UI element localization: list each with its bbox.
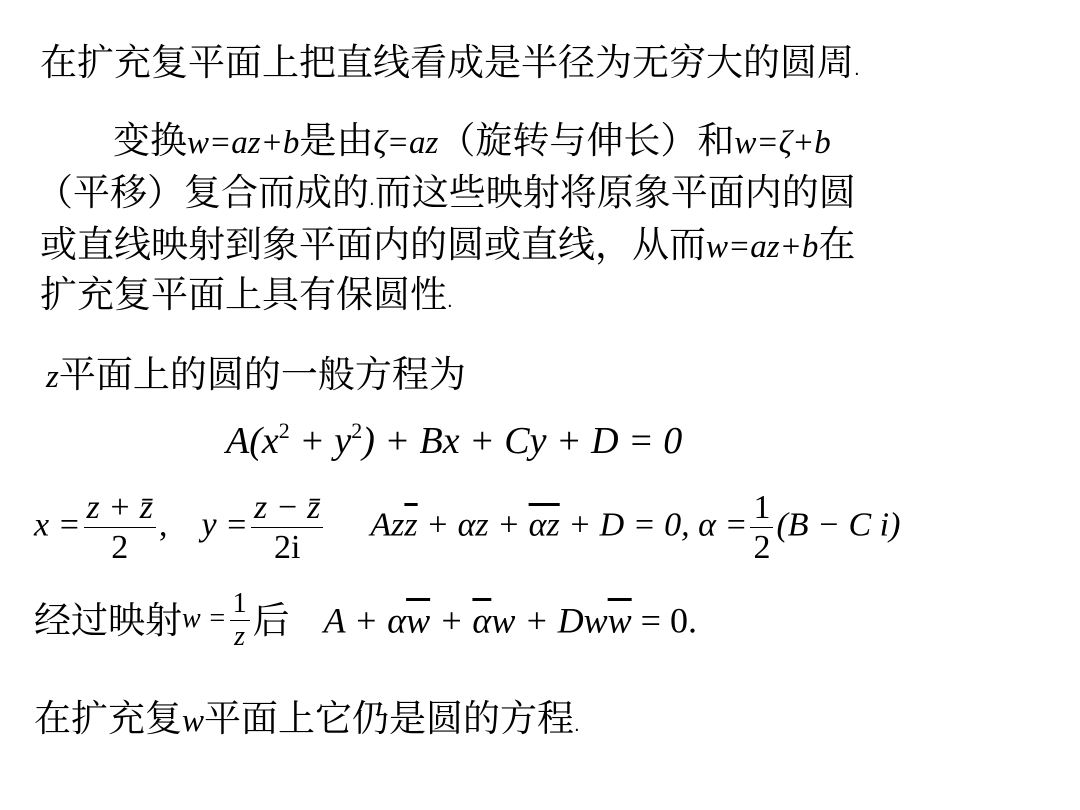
- text-segment: （平移）复合而成的: [36, 171, 369, 214]
- z-bar: $\overline{z}$: [404, 506, 418, 544]
- paragraph-3-text: 平面上的圆的一般方程为: [58, 353, 466, 396]
- text-segment: 而这些映射将原象平面内的圆: [374, 171, 856, 214]
- one-over-z-fraction: [230, 588, 250, 653]
- text-segment: 或直线映射到象平面内的圆或直线，从而: [40, 223, 706, 266]
- text-segment: 经过映射: [34, 599, 182, 643]
- eq-part: (B − C i): [776, 506, 901, 544]
- half-fraction: [750, 488, 773, 567]
- paragraph-4: [34, 588, 697, 653]
- paragraph-2-line-2: [36, 171, 856, 214]
- text-segment: 在扩充复: [34, 697, 182, 740]
- alpha-bar: $\overline{\alpha}$: [472, 600, 492, 641]
- x-lhs: x =: [34, 506, 81, 544]
- math-w-eq-zeta-plus-b: w=ζ+b: [734, 125, 831, 161]
- text-segment: 变换: [113, 119, 187, 162]
- eq-part: A + α: [323, 600, 407, 641]
- exponent: 2: [278, 418, 290, 443]
- w-bar: $\overline{w}$: [607, 600, 632, 641]
- eq-part: + αz +: [417, 506, 529, 544]
- x-denominator: 2: [111, 529, 129, 567]
- circle-general-equation: [226, 420, 682, 460]
- eq-part: = 0.: [631, 600, 697, 641]
- mapping-w-eq-1-over-z: [182, 588, 253, 653]
- math-zeta-eq-az: ζ=az: [373, 125, 439, 161]
- x-fraction: [84, 488, 156, 567]
- math-w-eq-az-plus-b: w=az+b: [706, 229, 819, 265]
- text-segment: 后: [252, 599, 290, 643]
- text-segment: 扩充复平面上具有保圆性: [40, 273, 447, 316]
- paragraph-1-end: .: [854, 59, 860, 80]
- paragraph-1-text: 在扩充复平面上把直线看成是半径为无穷大的圆周: [40, 41, 854, 84]
- eq-part: + D = 0, α =: [559, 506, 748, 544]
- y-fraction: [251, 488, 323, 567]
- substitution-equation-row: [34, 488, 900, 567]
- math-w: w: [182, 703, 205, 739]
- y-numerator: z − z̄: [251, 488, 323, 528]
- half-numerator: 1: [750, 488, 773, 528]
- eq-part: +: [430, 600, 473, 641]
- text-segment: 是由: [299, 119, 374, 162]
- eq-part: ) + Bx + Cy + D = 0: [362, 420, 683, 462]
- period: .: [447, 291, 453, 312]
- w-lhs: w =: [182, 603, 227, 635]
- text-segment: 平面上它仍是圆的方程: [204, 697, 575, 740]
- paragraph-5: [34, 697, 580, 740]
- paragraph-2-line-1: [113, 119, 831, 162]
- half-denominator: 2: [753, 529, 771, 567]
- paragraph-1: [40, 41, 860, 84]
- z-bar: $\overline{z}$: [546, 506, 560, 544]
- y-denominator: 2i: [273, 529, 301, 567]
- text-segment: 在: [818, 223, 856, 266]
- exponent: 2: [351, 418, 363, 443]
- comma: ,: [158, 506, 168, 544]
- frac-denominator: z: [234, 621, 246, 653]
- y-lhs: y =: [201, 506, 248, 544]
- alpha-bar: $\overline{\alpha}$: [528, 506, 547, 544]
- paragraph-2-line-4: [40, 273, 453, 316]
- mapped-circle-equation: [324, 601, 697, 641]
- text-segment: （旋转与伸长）和: [438, 119, 735, 162]
- period: .: [369, 189, 375, 210]
- w-bar: $\overline{w}$: [406, 600, 431, 641]
- period: .: [574, 715, 580, 736]
- eq-part: Az: [370, 506, 405, 544]
- paragraph-3: [46, 353, 466, 396]
- math-z: z: [46, 359, 59, 395]
- frac-numerator: 1: [230, 588, 250, 621]
- math-w-eq-az-plus-b: w=az+b: [187, 125, 300, 161]
- x-numerator: z + z̄: [84, 488, 156, 528]
- eq-part: + y: [289, 420, 352, 462]
- eq-part: A(x: [226, 420, 279, 462]
- paragraph-2-line-3: [40, 223, 856, 266]
- eq-part: w + Dw: [491, 600, 608, 641]
